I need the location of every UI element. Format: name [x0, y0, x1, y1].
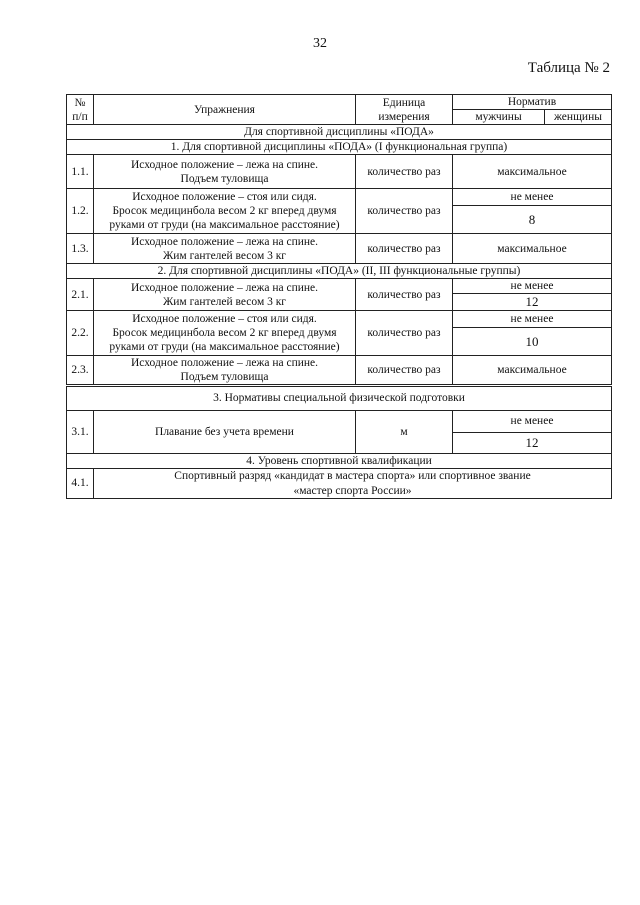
exercise-cell: Исходное положение – стоя или сидя. Бросок медицинбола весом 2 кг вперед двумя руками от груди (на максимальное расстояние)	[94, 310, 356, 355]
norm-top-cell: не менее	[453, 410, 612, 432]
header-norm: Норматив	[453, 95, 612, 110]
table-row	[67, 310, 612, 327]
unit-cell: количество раз	[356, 279, 453, 311]
exercise-cell: Исходное положение – лежа на спине. Подъем туловища	[94, 355, 356, 385]
table-row	[67, 279, 612, 294]
section-2-title-row	[67, 264, 612, 279]
exercise-cell: Плавание без учета времени	[94, 410, 356, 453]
unit-cell: количество раз	[356, 310, 453, 355]
exercise-cell: Исходное положение – стоя или сидя. Бросок медицинбола весом 2 кг вперед двумя руками от груди (на максимальное расстояние)	[94, 189, 356, 234]
norm-top-cell: не менее	[453, 279, 612, 294]
header-women: женщины	[545, 110, 612, 125]
section-4-title: 4. Уровень спортивной квалификации	[67, 453, 612, 468]
norm-value-cell: 10	[453, 327, 612, 355]
norm-cell: максимальное	[453, 355, 612, 385]
table-caption: Таблица № 2	[527, 60, 610, 76]
section-3-title: 3. Нормативы специальной физической подготовки	[67, 385, 612, 410]
unit-cell: количество раз	[356, 355, 453, 385]
table-row	[67, 355, 612, 385]
unit-cell: количество раз	[356, 155, 453, 189]
unit-cell: количество раз	[356, 189, 453, 234]
row-number: 4.1.	[67, 469, 94, 499]
header-unit: Единица измерения	[356, 95, 453, 125]
exercise-cell: Исходное положение – лежа на спине. Подъем туловища	[94, 155, 356, 189]
table-row	[67, 410, 612, 432]
section-4-title-row	[67, 453, 612, 468]
row-number: 2.1.	[67, 279, 94, 311]
norm-value-cell: 8	[453, 206, 612, 234]
section-3-title-row	[67, 385, 612, 410]
header-exercise: Упражнения	[94, 95, 356, 125]
section-1-title-row	[67, 140, 612, 155]
norm-value-cell: 12	[453, 432, 612, 453]
row-number: 2.3.	[67, 355, 94, 385]
exercise-cell: Исходное положение – лежа на спине. Жим гантелей весом 3 кг	[94, 234, 356, 264]
row-number: 3.1.	[67, 410, 94, 453]
table-row	[67, 234, 612, 264]
header-row	[67, 95, 612, 110]
row-number: 1.2.	[67, 189, 94, 234]
exercise-cell: Исходное положение – лежа на спине. Жим гантелей весом 3 кг	[94, 279, 356, 311]
norm-value-cell: 12	[453, 294, 612, 311]
norm-top-cell: не менее	[453, 310, 612, 327]
discipline-title: Для спортивной дисциплины «ПОДА»	[67, 125, 612, 140]
header-num: № п/п	[67, 95, 94, 125]
norm-cell: максимальное	[453, 155, 612, 189]
table-row	[67, 155, 612, 189]
section-1-title: 1. Для спортивной дисциплины «ПОДА» (I функциональная группа)	[67, 140, 612, 155]
unit-cell: количество раз	[356, 234, 453, 264]
qualification-cell: Спортивный разряд «кандидат в мастера спорта» или спортивное звание «мастер спорта России»	[94, 469, 612, 499]
norm-cell: максимальное	[453, 234, 612, 264]
section-2-title: 2. Для спортивной дисциплины «ПОДА» (II, III функциональные группы)	[67, 264, 612, 279]
header-men: мужчины	[453, 110, 545, 125]
discipline-row	[67, 125, 612, 140]
norm-top-cell: не менее	[453, 189, 612, 206]
row-number: 2.2.	[67, 310, 94, 355]
table-row	[67, 189, 612, 206]
table-row	[67, 469, 612, 499]
unit-cell: м	[356, 410, 453, 453]
page-number: 32	[313, 36, 327, 51]
row-number: 1.1.	[67, 155, 94, 189]
row-number: 1.3.	[67, 234, 94, 264]
norms-table	[66, 94, 612, 499]
